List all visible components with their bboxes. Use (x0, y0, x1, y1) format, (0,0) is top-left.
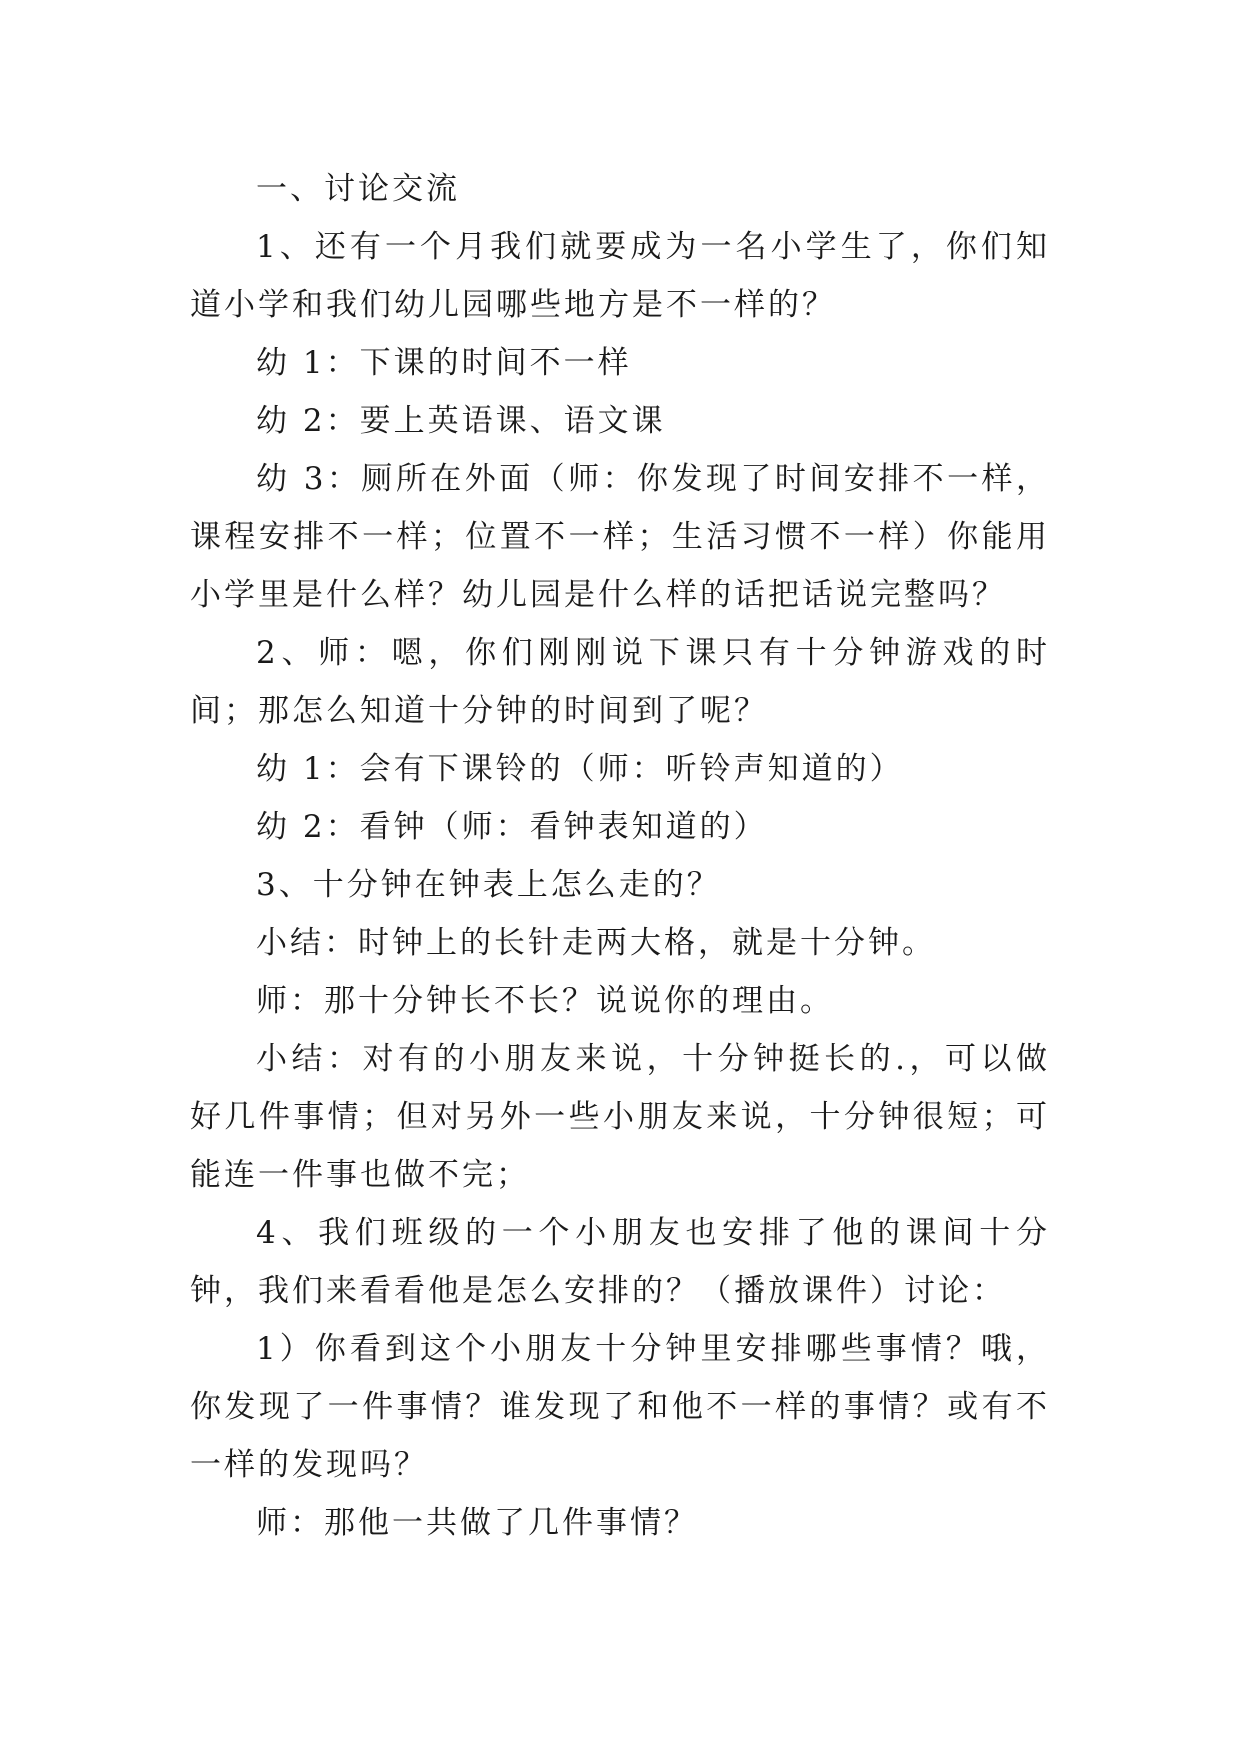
paragraph: 幼 2：要上英语课、语文课 (256, 403, 666, 439)
paragraph: 小结：时钟上的长针走两大格，就是十分钟。 (256, 925, 936, 961)
section-heading: 一、讨论交流 (256, 171, 460, 207)
paragraph: 师：那他一共做了几件事情？ (256, 1505, 698, 1541)
paragraph: 小结：对有的小朋友来说，十分钟挺长的.，可以做好几件事情；但对另外一些小朋友来说，十分钟很短；可能连一件事也做不完； (190, 1041, 1050, 1193)
paragraph: 幼 3：厕所在外面（师：你发现了时间安排不一样，课程安排不一样；位置不一样；生活习惯不一样）你能用小学里是什么样？幼儿园是什么样的话把话说完整吗？ (190, 461, 1050, 613)
document-body (190, 160, 1050, 1552)
paragraph: 3、十分钟在钟表上怎么走的？ (256, 867, 721, 903)
paragraph: 2、师：嗯，你们刚刚说下课只有十分钟游戏的时间；那怎么知道十分钟的时间到了呢？ (190, 635, 1050, 729)
paragraph: 4、我们班级的一个小朋友也安排了他的课间十分钟，我们来看看他是怎么安排的？（播放课件）讨论： (190, 1215, 1050, 1309)
paragraph: 幼 1：下课的时间不一样 (256, 345, 632, 381)
paragraph: 幼 1：会有下课铃的（师：听铃声知道的） (256, 751, 904, 787)
paragraph: 1、还有一个月我们就要成为一名小学生了，你们知道小学和我们幼儿园哪些地方是不一样的？ (190, 229, 1050, 323)
paragraph: 1）你看到这个小朋友十分钟里安排哪些事情？哦，你发现了一件事情？谁发现了和他不一样的事情？或有不一样的发现吗？ (190, 1331, 1050, 1483)
paragraph: 幼 2：看钟（师：看钟表知道的） (256, 809, 768, 845)
paragraph: 师：那十分钟长不长？说说你的理由。 (256, 983, 834, 1019)
